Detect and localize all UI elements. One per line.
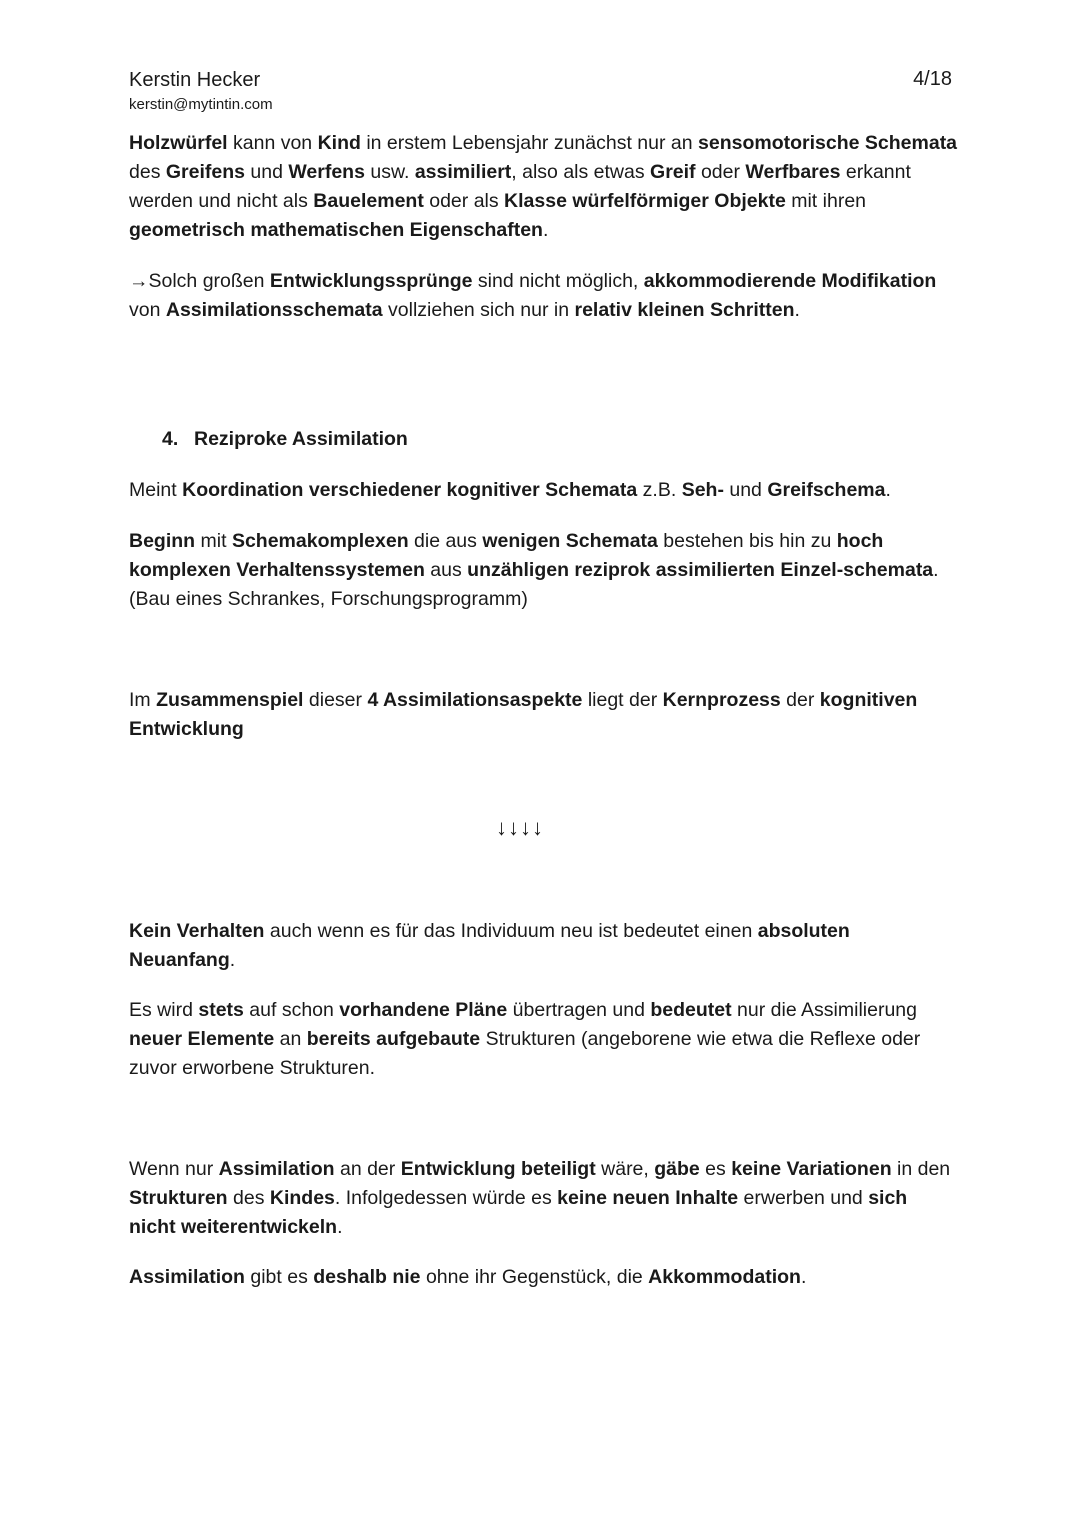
bold-term: sensomotorische Schemata	[698, 132, 958, 154]
bold-term: unzähligen reziprok assimilierten Einzel-schemata	[467, 559, 934, 581]
bold-term: relativ kleinen Schritten	[574, 299, 795, 321]
bold-term: Zusammenspiel	[156, 689, 304, 711]
bold-term: keine Variationen	[731, 1158, 892, 1180]
text-run: .	[542, 219, 549, 241]
text-run: Wenn nur	[129, 1158, 219, 1180]
bold-term: Holzwürfel	[129, 132, 228, 154]
text-run: usw.	[364, 161, 415, 183]
text-run: .	[794, 299, 800, 321]
text-run: die aus	[408, 530, 483, 552]
bold-term: Entwicklungssprünge	[269, 270, 473, 292]
text-run: wäre,	[595, 1158, 655, 1180]
bold-term: sich nicht weiterentwickeln	[129, 1187, 908, 1238]
text-run: Es wird	[129, 999, 199, 1021]
bold-term: hoch komplexen Verhaltenssystemen	[129, 530, 884, 581]
text-run: Meint	[129, 479, 183, 501]
text-run: sind nicht möglich,	[472, 270, 644, 292]
text-run: in erstem Lebensjahr zunächst nur an	[360, 132, 699, 154]
text-run: kann von	[227, 132, 318, 154]
bold-term: keine neuen Inhalte	[557, 1187, 739, 1209]
bold-term: absoluten Neuanfang	[129, 920, 850, 971]
bold-term: Kind	[317, 132, 361, 154]
text-run: ohne ihr Gegenstück, die	[420, 1266, 649, 1288]
bold-term: 4 Assimilationsaspekte	[367, 689, 583, 711]
author-email: kerstin@mytintin.com	[129, 96, 273, 113]
text-run: .	[885, 479, 891, 501]
bold-term: Klasse würfelförmiger Objekte	[504, 190, 786, 212]
section-number: 4.	[162, 428, 179, 450]
bold-term: Bauelement	[313, 190, 424, 212]
bold-term: Seh-	[681, 479, 724, 501]
text-run: auf schon	[243, 999, 340, 1021]
bold-term: Strukturen	[129, 1187, 228, 1209]
text-run: erkannt werden und nicht als	[129, 161, 911, 212]
text-run: übertragen und	[507, 999, 651, 1021]
text-run: es	[699, 1158, 732, 1180]
bold-term: Entwicklung beteiligt	[400, 1158, 596, 1180]
bold-term: Werfens	[288, 161, 365, 183]
bold-term: akkommodierende Modifikation	[643, 270, 937, 292]
text-run: oder als	[423, 190, 505, 212]
text-run: bestehen bis hin zu	[657, 530, 837, 552]
bold-term: Beginn	[129, 530, 196, 552]
section-title: Reziproke Assimilation	[194, 428, 408, 450]
bold-term: vorhandene Pläne	[339, 999, 508, 1021]
text-run: an	[274, 1028, 307, 1050]
bold-term: kognitiven Entwicklung	[129, 689, 918, 740]
text-run: , also als etwas	[511, 161, 651, 183]
bold-term: bereits aufgebaute	[306, 1028, 481, 1050]
text-run: Strukturen (angeborene wie etwa die Reflexe oder zuvor erworbene Strukturen.	[129, 1028, 921, 1079]
text-run: →Solch großen	[129, 270, 270, 292]
text-run: mit	[195, 530, 232, 552]
bold-term: Koordination verschiedener kognitiver Schemata	[182, 479, 638, 501]
text-run: gibt es	[244, 1266, 314, 1288]
text-run: .	[800, 1266, 807, 1288]
text-run: in den	[891, 1158, 951, 1180]
text-run: .	[229, 949, 236, 971]
bold-term: geometrisch mathematischen Eigenschaften	[129, 219, 543, 241]
text-run: liegt der	[582, 689, 663, 711]
bold-term: Akkommodation	[648, 1266, 801, 1288]
bold-term: wenigen Schemata	[482, 530, 658, 552]
author-name: Kerstin Hecker	[129, 69, 261, 91]
paragraph-zusammenspiel	[129, 686, 959, 744]
text-run: von	[129, 299, 166, 321]
text-run: Im	[129, 689, 157, 711]
text-run: dieser	[303, 689, 368, 711]
text-run: des	[129, 161, 166, 183]
down-arrows-icon: ↓↓↓↓	[496, 815, 544, 840]
bold-term: Assimilation	[218, 1158, 335, 1180]
paragraph-holzwuerfel	[129, 129, 959, 245]
bold-term: stets	[198, 999, 244, 1021]
text-run: . Infolgedessen würde es	[334, 1187, 558, 1209]
page-number: 4/18	[913, 68, 952, 90]
bold-term: Greif	[650, 161, 696, 183]
text-run: mit ihren	[785, 190, 867, 212]
bold-term: neuer Elemente	[129, 1028, 275, 1050]
text-run: erwerben und	[738, 1187, 869, 1209]
text-run: des	[227, 1187, 270, 1209]
bold-term: Greifens	[165, 161, 245, 183]
text-run: der	[780, 689, 820, 711]
paragraph-entwicklungsspruenge	[129, 267, 959, 325]
text-run: nur die Assimilierung	[731, 999, 917, 1021]
text-run: . (Bau eines Schrankes, Forschungsprogramm)	[129, 559, 939, 610]
bold-term: gäbe	[654, 1158, 700, 1180]
paragraph-nur-assimilation	[129, 1155, 959, 1242]
bold-term: assimiliert	[414, 161, 512, 183]
text-run: auch wenn es für das Individuum neu ist bedeutet einen	[264, 920, 758, 942]
text-run: aus	[424, 559, 468, 581]
bold-term: Werfbares	[745, 161, 841, 183]
section-heading	[162, 425, 408, 454]
bold-term: Kein Verhalten	[129, 920, 265, 942]
bold-term: Assimilation	[129, 1266, 245, 1288]
text-run: und	[723, 479, 768, 501]
bold-term: Kernprozess	[662, 689, 781, 711]
bold-term: Kindes	[269, 1187, 335, 1209]
bold-term: deshalb nie	[313, 1266, 421, 1288]
paragraph-vorhandene-plaene	[129, 996, 959, 1083]
bold-term: Greifschema	[767, 479, 886, 501]
text-run: vollziehen sich nur in	[382, 299, 575, 321]
text-run: oder	[695, 161, 746, 183]
text-run: an der	[334, 1158, 401, 1180]
paragraph-akkommodation	[129, 1263, 959, 1292]
bold-term: Assimilationsschemata	[165, 299, 383, 321]
text-run: und	[244, 161, 289, 183]
bold-term: Schemakomplexen	[231, 530, 409, 552]
paragraph-koordination	[129, 476, 959, 505]
paragraph-kein-verhalten	[129, 917, 959, 975]
text-run: .	[337, 1216, 343, 1238]
paragraph-schemakomplexe	[129, 527, 959, 614]
text-run: z.B.	[637, 479, 682, 501]
bold-term: bedeutet	[650, 999, 732, 1021]
